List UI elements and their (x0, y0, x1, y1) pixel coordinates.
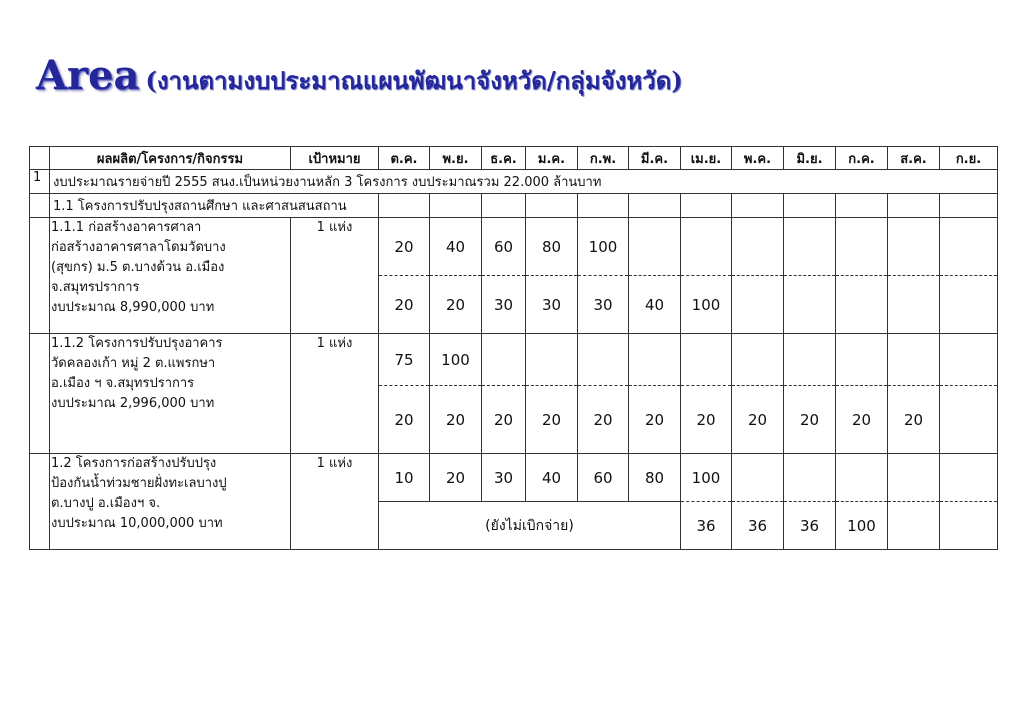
project-description (50, 334, 291, 454)
project-line: งบประมาณ 8,990,000 บาท (51, 300, 215, 315)
budget-summary-row (30, 170, 998, 194)
actual-value: 20 (430, 276, 482, 334)
project-line: อ.เมือง ฯ จ.สมุทรปราการ (51, 376, 195, 391)
actual-value (940, 502, 998, 550)
row-index: 1 (30, 170, 50, 194)
actual-value (940, 276, 998, 334)
actual-value: 20 (526, 386, 578, 454)
plan-value (888, 454, 940, 502)
actual-value: 20 (629, 386, 681, 454)
project-line: งบประมาณ 10,000,000 บาท (51, 516, 223, 531)
actual-value (784, 276, 836, 334)
plan-value: 30 (482, 454, 526, 502)
actual-value: 20 (784, 386, 836, 454)
actual-value: 30 (578, 276, 629, 334)
section-row (30, 194, 998, 218)
empty-cell (888, 194, 940, 218)
header-cell: ธ.ค. (482, 147, 526, 170)
actual-value: 20 (836, 386, 888, 454)
plan-value (836, 334, 888, 386)
plan-value: 60 (482, 218, 526, 276)
plan-value: 10 (379, 454, 430, 502)
plan-value (784, 334, 836, 386)
project-line: งบประมาณ 2,996,000 บาท (51, 396, 215, 411)
header-cell: ม.ค. (526, 147, 578, 170)
project-target: 1 แห่ง (291, 334, 379, 454)
plan-value (784, 218, 836, 276)
project-target: 1 แห่ง (291, 454, 379, 550)
plan-value (940, 454, 998, 502)
actual-value: 36 (681, 502, 732, 550)
header-cell: ก.พ. (578, 147, 629, 170)
plan-value (940, 334, 998, 386)
project-line: จ.สมุทรปราการ (51, 280, 140, 295)
slide-title (36, 52, 683, 100)
empty-cell (732, 194, 784, 218)
actual-value: 100 (836, 502, 888, 550)
actual-value: 100 (681, 276, 732, 334)
header-cell: ส.ค. (888, 147, 940, 170)
plan-value (526, 334, 578, 386)
plan-value: 40 (430, 218, 482, 276)
project-line: (สุขกร) ม.5 ต.บางด้วน อ.เมือง (51, 260, 225, 275)
plan-value (732, 454, 784, 502)
plan-value (940, 218, 998, 276)
empty-cell (430, 194, 482, 218)
actual-value: 20 (732, 386, 784, 454)
not-disbursed-note: (ยังไม่เบิกจ่าย) (379, 502, 681, 550)
empty-cell (784, 194, 836, 218)
actual-value: 36 (732, 502, 784, 550)
actual-value: 30 (526, 276, 578, 334)
plan-value: 20 (379, 218, 430, 276)
plan-value: 60 (578, 454, 629, 502)
title-main: Area (36, 52, 140, 99)
plan-value: 100 (578, 218, 629, 276)
actual-value (940, 386, 998, 454)
actual-value: 20 (379, 276, 430, 334)
actual-value: 20 (681, 386, 732, 454)
header-cell: ก.ย. (940, 147, 998, 170)
empty-cell (30, 454, 50, 550)
actual-value: 20 (430, 386, 482, 454)
project-line: ต.บางปู อ.เมืองฯ จ. (51, 496, 161, 511)
actual-value: 40 (629, 276, 681, 334)
actual-value (888, 502, 940, 550)
plan-value (784, 454, 836, 502)
project-line: ป้องกันน้ำท่วมชายฝั่งทะเลบางปู (51, 476, 227, 491)
actual-value: 20 (888, 386, 940, 454)
empty-cell (578, 194, 629, 218)
header-cell: มิ.ย. (784, 147, 836, 170)
project-line: 1.1.2 โครงการปรับปรุงอาคาร (51, 336, 223, 351)
empty-cell (681, 194, 732, 218)
plan-value (482, 334, 526, 386)
plan-value (578, 334, 629, 386)
empty-cell (30, 218, 50, 334)
empty-cell (30, 194, 50, 218)
empty-cell (526, 194, 578, 218)
header-cell: พ.ย. (430, 147, 482, 170)
empty-cell (836, 194, 888, 218)
actual-value: 20 (379, 386, 430, 454)
project-line: วัดคลองเก้า หมู่ 2 ต.แพรกษา (51, 356, 216, 371)
actual-value (732, 276, 784, 334)
empty-cell (629, 194, 681, 218)
project-target: 1 แห่ง (291, 218, 379, 334)
actual-value: 36 (784, 502, 836, 550)
plan-value (732, 218, 784, 276)
project-plan-row (30, 454, 998, 502)
plan-value (888, 334, 940, 386)
header-cell: มี.ค. (629, 147, 681, 170)
header-cell: ต.ค. (379, 147, 430, 170)
title-sub: (งานตามงบประมาณแผนพัฒนาจังหวัด/กลุ่มจังหวัด) (145, 66, 683, 95)
plan-value (629, 334, 681, 386)
plan-value: 80 (526, 218, 578, 276)
plan-value (888, 218, 940, 276)
header-cell: พ.ค. (732, 147, 784, 170)
plan-value (732, 334, 784, 386)
actual-value (888, 276, 940, 334)
plan-value: 20 (430, 454, 482, 502)
actual-value (836, 276, 888, 334)
header-row (30, 147, 998, 170)
actual-value: 30 (482, 276, 526, 334)
header-cell: ผลผลิต/โครงการ/กิจกรรม (50, 147, 291, 170)
plan-value (681, 334, 732, 386)
header-cell: เม.ย. (681, 147, 732, 170)
project-line: 1.1.1 ก่อสร้างอาคารศาลา (51, 220, 202, 235)
project-description (50, 454, 291, 550)
section-title: 1.1 โครงการปรับปรุงสถานศึกษา และศาสนสนสถาน (50, 194, 379, 218)
project-plan-row (30, 334, 998, 386)
plan-value: 80 (629, 454, 681, 502)
header-cell (30, 147, 50, 170)
header-cell: ก.ค. (836, 147, 888, 170)
plan-value (836, 454, 888, 502)
actual-value: 20 (578, 386, 629, 454)
project-line: ก่อสร้างอาคารศาลาโดมวัดบาง (51, 240, 226, 255)
project-line: 1.2 โครงการก่อสร้างปรับปรุง (51, 456, 217, 471)
project-plan-row (30, 218, 998, 276)
empty-cell (379, 194, 430, 218)
plan-value (681, 218, 732, 276)
plan-value: 100 (681, 454, 732, 502)
empty-cell (482, 194, 526, 218)
project-description (50, 218, 291, 334)
empty-cell (30, 334, 50, 454)
plan-value: 40 (526, 454, 578, 502)
budget-summary-text: งบประมาณรายจ่ายปี 2555 สนง.เป็นหน่วยงานหลัก 3 โครงการ งบประมาณรวม 22.000 ล้านบาท (50, 170, 998, 194)
plan-value: 75 (379, 334, 430, 386)
header-cell: เป้าหมาย (291, 147, 379, 170)
empty-cell (940, 194, 998, 218)
plan-value (629, 218, 681, 276)
plan-value (836, 218, 888, 276)
project-table (29, 146, 998, 550)
plan-value: 100 (430, 334, 482, 386)
actual-value: 20 (482, 386, 526, 454)
